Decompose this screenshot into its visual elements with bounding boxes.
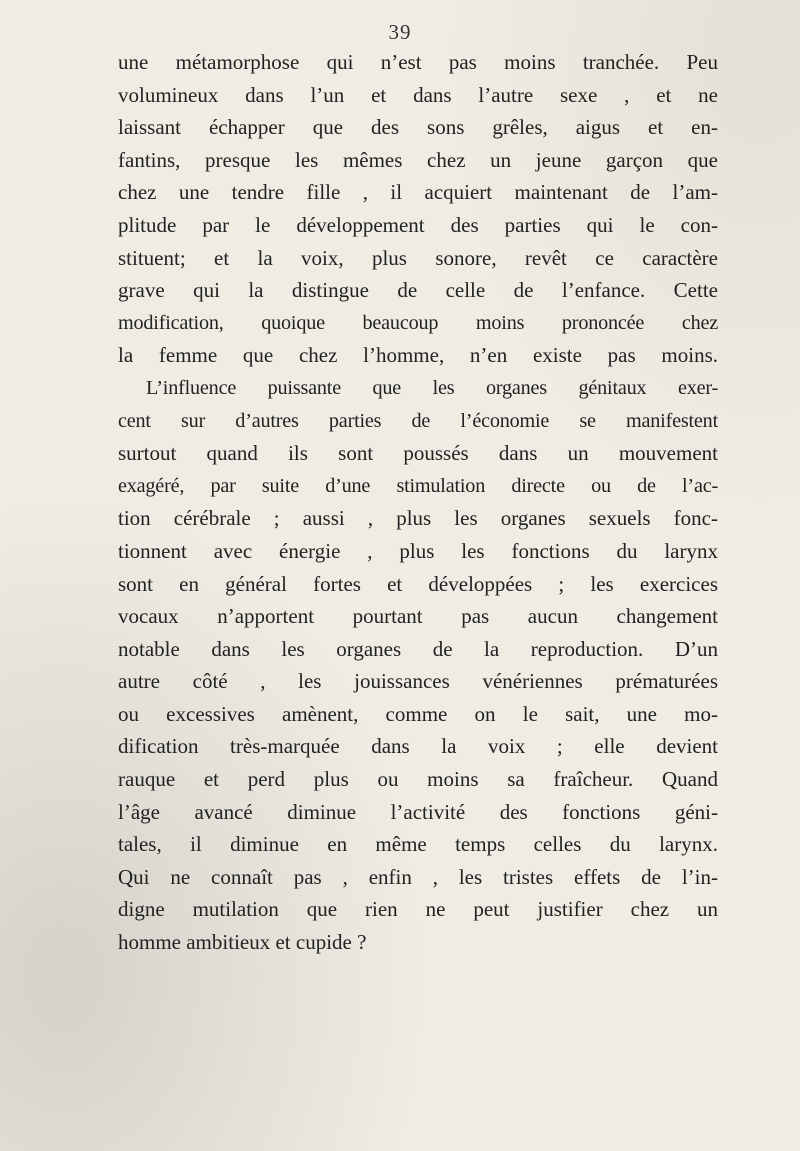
body-text xyxy=(118,46,718,959)
text-line: chez une tendre fille , il acquiert maintenant de l’am- xyxy=(118,180,718,205)
text-line-last: homme ambitieux et cupide ? xyxy=(118,930,367,955)
text-line: volumineux dans l’un et dans l’autre sexe , et ne xyxy=(118,82,718,107)
text-line: tion cérébrale ; aussi , plus les organes sexuels fonc- xyxy=(118,506,718,531)
text-line: fantins, presque les mêmes chez un jeune garçon que xyxy=(118,147,718,172)
text-line: tales, il diminue en même temps celles du larynx. xyxy=(118,832,718,857)
text-line: la femme que chez l’homme, n’en existe pas moins. xyxy=(118,343,718,368)
text-line: laissant échapper que des sons grêles, aigus et en- xyxy=(118,115,718,140)
text-line-paragraph-start: L’influence puissante que les organes génitaux exer- xyxy=(146,376,718,399)
page-number: 39 xyxy=(388,20,412,44)
text-line: Qui ne connaît pas , enfin , les tristes effets de l’in- xyxy=(118,864,718,889)
text-line: stituent; et la voix, plus sonore, revêt ce caractère xyxy=(118,245,718,270)
text-line: exagéré, par suite d’une stimulation directe ou de l’ac- xyxy=(118,474,718,497)
text-line: vocaux n’apportent pourtant pas aucun changement xyxy=(118,604,718,629)
text-line: notable dans les organes de la reproduction. D’un xyxy=(118,636,718,661)
text-line: l’âge avancé diminue l’activité des fonctions géni- xyxy=(118,799,718,824)
text-line: plitude par le développement des parties qui le con- xyxy=(118,212,718,237)
text-line: une métamorphose qui n’est pas moins tranchée. Peu xyxy=(118,50,718,74)
text-line: grave qui la distingue de celle de l’enfance. Cette xyxy=(118,278,718,303)
text-line: surtout quand ils sont poussés dans un mouvement xyxy=(118,441,718,466)
text-line: autre côté , les jouissances vénériennes prématurées xyxy=(118,669,718,694)
text-line: cent sur d’autres parties de l’économie se manifestent xyxy=(118,409,718,432)
text-line: dification très-marquée dans la voix ; elle devient xyxy=(118,734,718,759)
text-line: ou excessives amènent, comme on le sait, une mo- xyxy=(118,701,718,726)
text-line: tionnent avec énergie , plus les fonctions du larynx xyxy=(118,538,718,563)
text-line: digne mutilation que rien ne peut justifier chez un xyxy=(118,897,718,922)
text-line: rauque et perd plus ou moins sa fraîcheur. Quand xyxy=(118,767,718,792)
text-line: modification, quoique beaucoup moins prononcée chez xyxy=(118,311,718,334)
text-line: sont en général fortes et développées ; les exercices xyxy=(118,571,718,596)
